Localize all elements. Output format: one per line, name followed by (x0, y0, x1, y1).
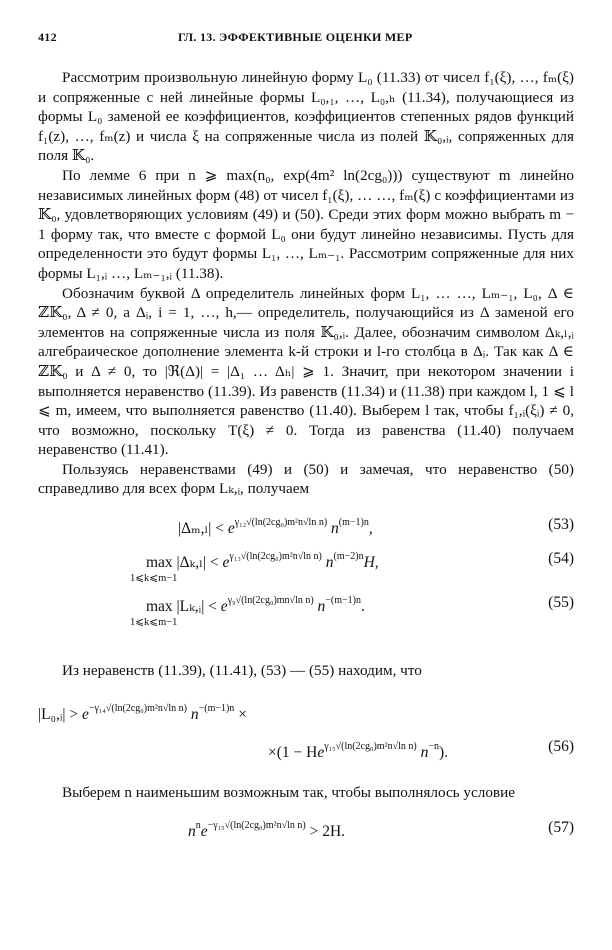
equation-55 (38, 587, 574, 637)
equation-number: (55) (548, 594, 574, 612)
equation-53 (38, 509, 574, 543)
equation-number: (56) (548, 737, 574, 755)
equation-57 (38, 812, 574, 846)
paragraph: По лемме 6 при n ⩾ max(n₀, exp(4m² ln(2cg₀))) существуют m линейно независимых линейных форм (48) от чисел f₁(ξ), … …, fₘ(ξ) с коэффициентами из 𝕂₀, удовлетворяющих условиям (49) и (50). Среди этих форм можно выбрать m − 1 форму так, что вместе с формой L₀ они будут линейно независимы. Пусть для определенности это будут формы L₁, …, Lₘ₋₁. Рассмотрим сопряженные для них формы L₁,ᵢ …, Lₘ₋₁,ᵢ (11.38). (38, 166, 574, 282)
paragraph: Рассмотрим произвольную линейную форму L₀ (11.33) от чисел f₁(ξ), …, fₘ(ξ) и сопряженные с ней линейные формы L₀,₁, …, L₀,ₕ (11.34), получающиеся из формы L₀ заменой ее коэффициентов, коэффициентов степенных рядов функций f₁(z), …, fₘ(z) и числа ξ на сопряженные числа из полей 𝕂₀,ᵢ, сопряженных для поля 𝕂₀. (38, 69, 574, 165)
equation-limits: 1⩽k⩽m−1 (130, 573, 178, 585)
equation-formula: $\max |\Delta_k,_l| < e^{\gamma_{13}√(ln(2cg_0)m^2n√ln n)}$ $n^{(m-2)n}H$, (146, 551, 379, 572)
paragraph: Выберем n наименьшим возможным так, чтобы выполнялось условие (62, 783, 515, 801)
equation-number: (57) (548, 819, 574, 837)
equation-line-1: |L₀,ᵢ| > $e^{-\gamma_{14}√(ln(2cg_0)m^2n√ln n)}$ $n^{-(m-1)n}$ × (38, 702, 247, 723)
page-header (38, 30, 574, 52)
equation-number: (53) (548, 516, 574, 534)
equation-formula: max |Lₖ,ᵢ| < $e^{\gamma_9√(ln(2cg_0)mn√ln n)}$ $n^{-(m-1)n}$. (146, 595, 365, 616)
paragraph: Обозначим буквой Δ определитель линейных форм L₁, … …, Lₘ₋₁, L₀, Δ ∈ ℤ𝕂₀, Δ ≠ 0, а Δᵢ, i = 1, …, h,— определитель, получающийся из Δ заменой его элементов на сопряженные числа из поля 𝕂₀,ᵢ. Далее, обозначим символом Δₖ,ₗ,ᵢ алгебраическое дополнение элемента k-й строки и l-го столбца в Δᵢ. Так как Δ ∈ ℤ𝕂₀ и Δ ≠ 0, то |ℜ(Δ)| = |Δ₁ … Δₕ| ⩾ 1. Значит, при некотором значении i выполняется неравенство (11.39). Из равенств (11.34) и (11.38) при каждом l, 1 ⩽ l ⩽ m, имеем, что выполняется равенство (11.40). Выберем l так, чтобы f₁,ᵢ(ξᵢ) ≠ 0, что возможно, поскольку T(ξ) ≠ 0. Тогда из равенства (11.40) получаем неравенство (11.41). (38, 284, 574, 459)
paragraph: Из неравенств (11.39), (11.41), (53) — (55) находим, что (62, 662, 422, 680)
equation-formula: $|\Delta_m,_l| < e^{\gamma_{12}√(ln(2cg_0)m^2n√ln n)}$ $n^{(m-1)n}$, (178, 517, 373, 538)
equation-limits: 1⩽k⩽m−1 (130, 617, 178, 629)
running-title: ГЛ. 13. ЭФФЕКТИВНЫЕ ОЦЕНКИ МЕР (178, 30, 413, 44)
page-body (38, 68, 574, 846)
paragraph: Пользуясь неравенствами (49) и (50) и замечая, что неравенство (50) справедливо для всех форм Lₖ,ᵢ, получаем (38, 460, 574, 498)
equation-number: (54) (548, 550, 574, 568)
equation-54 (38, 543, 574, 587)
equation-formula: $n^ne^{-\gamma_{15}√(ln(2cg_0)m^2n√ln n)} > 2H$. (188, 820, 346, 841)
equation-line-2: $\times(1 - He^{\gamma_{15}√(ln(2cg_0)m^2n√ln n)}$ $n^{-n}$). (268, 740, 448, 761)
equation-56 (38, 693, 574, 765)
page-number: 412 (38, 30, 57, 44)
